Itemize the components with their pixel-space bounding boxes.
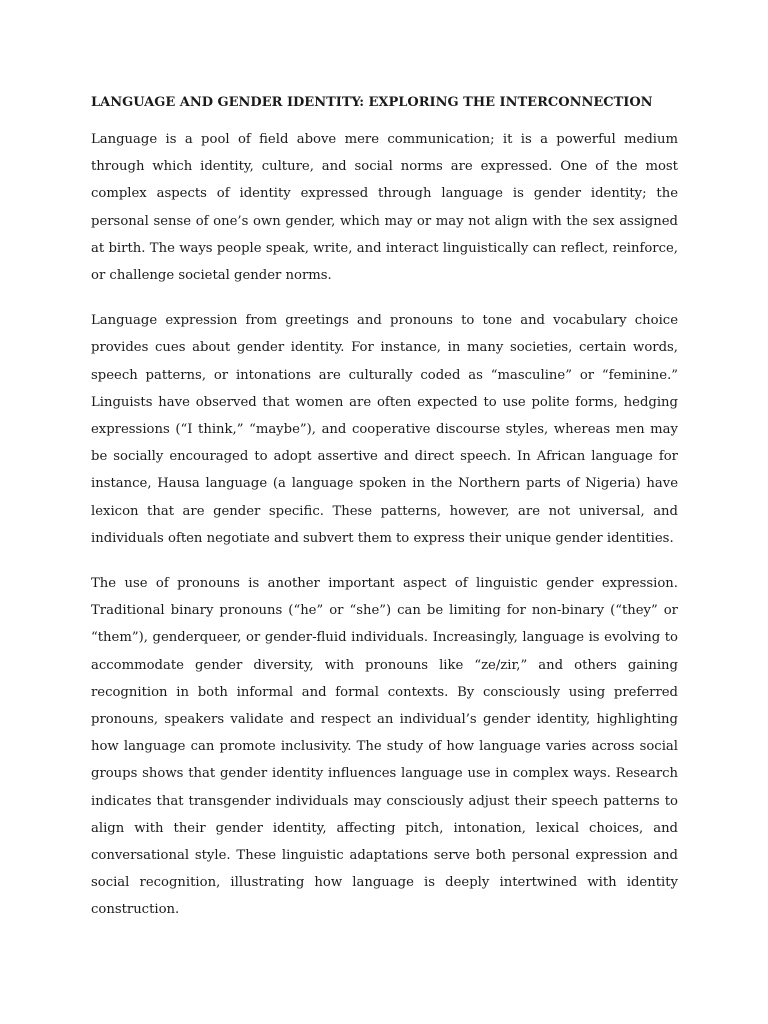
document-title: LANGUAGE AND GENDER IDENTITY: EXPLORING THE INTERCONNECTION (91, 95, 653, 110)
paragraph-language-expression: Language expression from greetings and pronouns to tone and vocabulary choice provides cues about gender identity. For instance, in many societies, certain words, speech patterns, or intonations are culturally coded as “masculine” or “feminine.” Linguists have observed that women are often expected to use polite forms, hedging expressions (“I think,” “maybe”), and cooperative discourse styles, whereas men may be socially encouraged to adopt assertive and direct speech. In African language for instance, Hausa language (a language spoken in the Northern parts of Nigeria) have lexicon that are gender specific. These patterns, however, are not universal, and individuals often negotiate and subvert them to express their unique gender identities. (91, 313, 678, 546)
document-body (91, 92, 678, 942)
paragraph-pronouns: The use of pronouns is another important aspect of linguistic gender expression. Traditional binary pronouns (“he” or “she”) can be limiting for non-binary (“they” or “them”), genderqueer, or gender-fluid individuals. Increasingly, language is evolving to accommodate gender diversity, with pronouns like “ze/zir,” and others gaining recognition in both informal and formal contexts. By consciously using preferred pronouns, speakers validate and respect an individual’s gender identity, highlighting how language can promote inclusivity. The study of how language varies across social groups shows that gender identity influences language use in complex ways. Research indicates that transgender individuals may consciously adjust their speech patterns to align with their gender identity, affecting pitch, intonation, lexical choices, and conversational style. These linguistic adaptations serve both personal expression and social recognition, illustrating how language is deeply intertwined with identity construction. (91, 576, 678, 918)
paragraph-intro: Language is a pool of field above mere communication; it is a powerful medium through which identity, culture, and social norms are expressed. One of the most complex aspects of identity expressed through language is gender identity; the personal sense of one’s own gender, which may or may not align with the sex assigned at birth. The ways people speak, write, and interact linguistically can reflect, reinforce, or challenge societal gender norms. (91, 132, 678, 284)
